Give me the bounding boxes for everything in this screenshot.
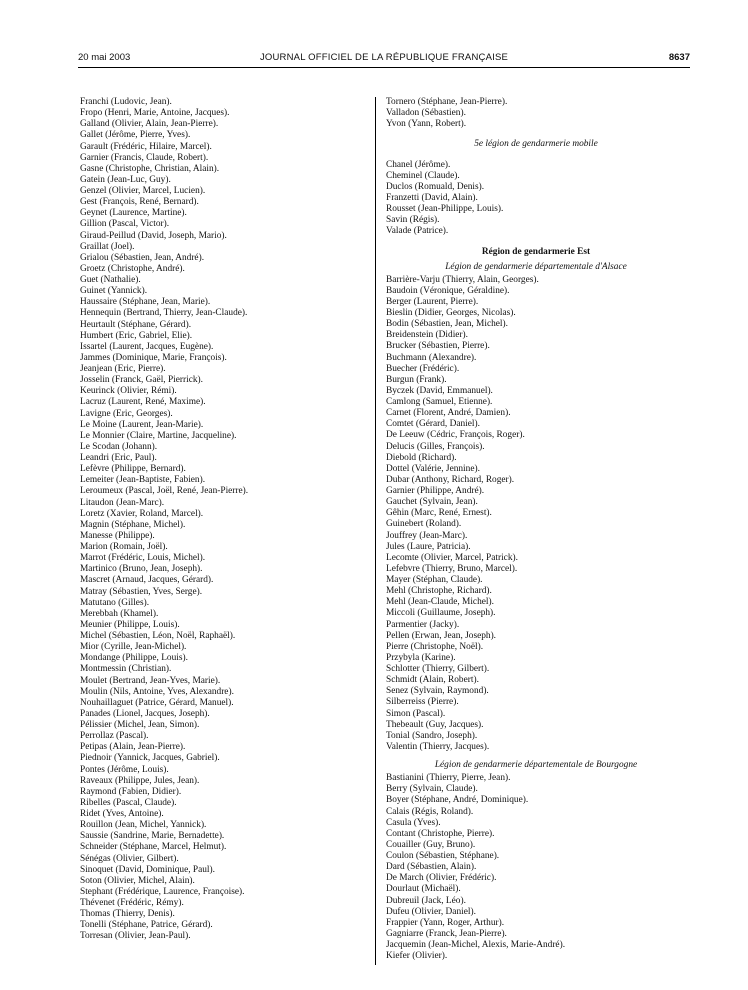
list-item: Hennequin (Bertrand, Thierry, Jean-Claude). xyxy=(80,308,248,319)
list-item: Heurtault (Stéphane, Gérard). xyxy=(80,319,192,330)
list-item: Rouillon (Jean, Michel, Yannick). xyxy=(80,820,207,831)
list-item: Coulon (Sébastien, Stéphane). xyxy=(386,851,500,861)
list-item: Genzel (Olivier, Marcel, Lucien). xyxy=(80,186,206,196)
alsace-list xyxy=(386,275,686,753)
list-item: Loretz (Xavier, Roland, Marcel). xyxy=(80,508,204,519)
mobile-legion-list xyxy=(386,160,686,238)
list-item: Geynet (Laurence, Martine). xyxy=(80,208,187,219)
list-item: Dourlaut (Michaël). xyxy=(386,884,461,895)
list-item: Franzetti (David, Alain). xyxy=(386,192,478,203)
list-item: Matray (Sébastien, Yves, Serge). xyxy=(80,586,203,597)
list-item: Mondange (Philippe, Louis). xyxy=(80,653,188,664)
list-item: Mayer (Stéphan, Claude). xyxy=(386,575,483,585)
page-header xyxy=(78,52,690,66)
list-item: Leroumeux (Pascal, Joël, René, Jean-Pierre). xyxy=(80,486,249,497)
list-item: Contant (Christophe, Pierre). xyxy=(386,828,495,839)
alsace-heading: Légion de gendarmerie départementale d'Alsace xyxy=(445,261,627,272)
list-item: Thomas (Thierry, Denis). xyxy=(80,909,175,920)
list-item: Duclos (Romuald, Denis). xyxy=(386,181,485,192)
list-item: Baudoin (Véronique, Géraldine). xyxy=(386,285,510,296)
list-item: Jeanjean (Eric, Pierre). xyxy=(80,364,166,374)
list-item: Gauchet (Sylvain, Jean). xyxy=(386,497,478,508)
list-item: Kiefer (Olivier). xyxy=(386,951,448,962)
list-item: Gallet (Jérôme, Pierre, Yves). xyxy=(80,130,191,141)
list-item: Bieslin (Didier, Georges, Nicolas). xyxy=(386,308,516,318)
list-item: Gêhin (Marc, René, Ernest). xyxy=(386,508,492,519)
list-item: Gasne (Christophe, Christian, Alain). xyxy=(80,163,220,174)
region-heading: Région de gendarmerie Est xyxy=(481,247,591,258)
list-item: Guet (Nathalie). xyxy=(80,275,141,285)
list-item: Raveaux (Philippe, Jules, Jean). xyxy=(80,775,200,786)
list-item: Humbert (Eric, Gabriel, Elie). xyxy=(80,330,193,341)
list-item: Diebold (Richard). xyxy=(386,452,457,463)
bourgogne-heading: Légion de gendarmerie départementale de Bourgogne xyxy=(434,760,638,770)
list-item: Parmentier (Jacky). xyxy=(386,619,460,630)
list-item: Gillion (Pascal, Victor). xyxy=(80,219,170,230)
list-item: Torresan (Olivier, Jean-Paul). xyxy=(80,931,191,942)
list-item: Tornero (Stéphane, Jean-Pierre). xyxy=(386,97,508,107)
list-item: Montmessin (Christian). xyxy=(80,664,172,675)
list-item: Mascret (Arnaud, Jacques, Gérard). xyxy=(80,575,214,586)
right-top-list xyxy=(386,97,686,130)
list-item: Dottel (Valérie, Jennine). xyxy=(386,463,480,474)
list-item: Mior (Cyrille, Jean-Michel). xyxy=(80,642,187,653)
list-item: Burgun (Frank). xyxy=(386,374,447,385)
list-item: Miccoli (Guillaume, Joseph). xyxy=(386,608,496,619)
list-item: Graillat (Joel). xyxy=(80,241,135,252)
list-item: Casula (Yves). xyxy=(386,817,441,828)
list-item: Dubreuil (Jack, Léo). xyxy=(386,895,466,906)
list-item: Mehl (Christophe, Richard). xyxy=(386,586,492,597)
list-item: Panades (Lionel, Jacques, Joseph). xyxy=(80,708,210,719)
list-item: Tonial (Sandro, Joseph). xyxy=(386,730,478,741)
list-item: Keurinck (Olivier, Rémi). xyxy=(80,386,177,397)
list-item: Grialou (Sébastien, Jean, André). xyxy=(80,252,205,263)
list-item: Giraud-Peillud (David, Joseph, Mario). xyxy=(80,230,227,241)
left-column xyxy=(80,97,370,943)
list-item: Manesse (Philippe). xyxy=(80,530,155,541)
list-item: Michel (Sébastien, Léon, Noël, Raphaël). xyxy=(80,631,236,641)
list-item: Buecher (Frédéric). xyxy=(386,363,460,374)
list-item: Frappier (Yann, Roger, Arthur). xyxy=(386,917,505,928)
list-item: Schlotter (Thierry, Gilbert). xyxy=(386,664,490,674)
list-item: Byczek (David, Emmanuel). xyxy=(386,385,493,396)
list-item: Nouhaillaguet (Patrice, Gérard, Manuel). xyxy=(80,697,234,708)
list-item: De March (Olivier, Frédéric). xyxy=(386,873,497,884)
right-column xyxy=(386,97,686,962)
list-item: Jouffrey (Jean-Marc). xyxy=(386,530,468,541)
list-item: Simon (Pascal). xyxy=(386,708,446,719)
list-item: Fropo (Henri, Marie, Antoine, Jacques). xyxy=(80,108,230,119)
list-item: Lavigne (Eric, Georges). xyxy=(80,408,173,419)
list-item: Carnet (Florent, André, Damien). xyxy=(386,408,511,419)
list-item: Sénégas (Olivier, Gilbert). xyxy=(80,853,179,864)
list-item: Boyer (Stéphane, André, Dominique). xyxy=(386,795,529,806)
list-item: Haussaire (Stéphane, Jean, Marie). xyxy=(80,297,211,308)
list-item: Groetz (Christophe, André). xyxy=(80,263,185,274)
list-item: Guinebert (Roland). xyxy=(386,519,462,530)
list-item: Savin (Régis). xyxy=(386,215,440,226)
list-item: Lecomte (Olivier, Marcel, Patrick). xyxy=(386,552,518,563)
list-item: Merebbah (Khamel). xyxy=(80,608,159,619)
list-item: Berry (Sylvain, Claude). xyxy=(386,784,478,795)
list-item: Valentin (Thierry, Jacques). xyxy=(386,741,490,752)
list-item: Couailler (Guy, Bruno). xyxy=(386,839,476,850)
list-item: Schneider (Stéphane, Marcel, Helmut). xyxy=(80,842,227,853)
list-item: Tonelli (Stéphane, Patrice, Gérard). xyxy=(80,920,213,931)
list-item: Jammes (Dominique, Marie, François). xyxy=(80,352,227,363)
mobile-legion-heading: 5e légion de gendarmerie mobile xyxy=(474,139,598,150)
list-item: Litaudon (Jean-Marc). xyxy=(80,497,165,508)
list-item: Le Monnier (Claire, Martine, Jacqueline). xyxy=(80,430,237,441)
list-item: Dard (Sébastien, Alain). xyxy=(386,862,477,873)
list-item: Josselin (Franck, Gaël, Pierrick). xyxy=(80,375,203,386)
list-item: Jacquemin (Jean-Michel, Alexis, Marie-André). xyxy=(386,940,566,950)
header-date: 20 mai 2003 xyxy=(78,52,131,63)
list-item: Buchmann (Alexandre). xyxy=(386,352,477,363)
list-item: Gagniarre (Franck, Jean-Pierre). xyxy=(386,928,507,939)
list-item: Galland (Olivier, Alain, Jean-Pierre). xyxy=(80,119,219,130)
list-item: Magnin (Stéphane, Michel). xyxy=(80,519,186,530)
list-item: Pellen (Erwan, Jean, Joseph). xyxy=(386,630,497,641)
list-item: Leandri (Eric, Paul). xyxy=(80,453,157,463)
list-item: Comtet (Gérard, Daniel). xyxy=(386,419,480,430)
list-item: Barrière-Varju (Thierry, Alain, Georges). xyxy=(386,274,539,285)
list-item: Valladon (Sébastien). xyxy=(386,108,466,119)
list-item: Senez (Sylvain, Raymond). xyxy=(386,686,489,697)
list-item: Mehl (Jean-Claude, Michel). xyxy=(386,597,494,608)
list-item: Meunier (Philippe, Louis). xyxy=(80,619,180,630)
list-item: Raymond (Fabien, Didier). xyxy=(80,786,182,797)
list-item: Petipas (Alain, Jean-Pierre). xyxy=(80,742,186,753)
bourgogne-list xyxy=(386,773,686,962)
list-item: Brucker (Sébastien, Pierre). xyxy=(386,341,490,352)
list-item: Marrot (Frédéric, Louis, Michel). xyxy=(80,553,206,564)
list-item: Moulet (Bertrand, Jean-Yves, Marie). xyxy=(80,675,221,686)
list-item: Sinoquet (David, Dominique, Paul). xyxy=(80,864,215,875)
list-item: Saussie (Sandrine, Marie, Bernadette). xyxy=(80,831,225,842)
list-item: Dufeu (Olivier, Daniel). xyxy=(386,906,476,917)
list-item: Breidenstein (Didier). xyxy=(386,330,468,341)
list-item: Bastianini (Thierry, Pierre, Jean). xyxy=(386,773,511,784)
list-item: Cheminel (Claude). xyxy=(386,170,460,181)
list-item: Pélissier (Michel, Jean, Simon). xyxy=(80,720,200,730)
list-item: Silberreiss (Pierre). xyxy=(386,697,459,708)
list-item: Stephant (Frédérique, Laurence, Françoise). xyxy=(80,886,245,897)
list-item: Soton (Olivier, Michel, Alain). xyxy=(80,875,195,886)
list-item: Pontes (Jérôme, Louis). xyxy=(80,764,169,775)
list-item: Rousset (Jean-Philippe, Louis). xyxy=(386,204,504,214)
list-item: Jules (Laure, Patricia). xyxy=(386,541,471,552)
list-item: Gest (François, René, Bernard). xyxy=(80,197,199,208)
list-item: Garault (Frédéric, Hilaire, Marcel). xyxy=(80,141,212,152)
list-item: Franchi (Ludovic, Jean). xyxy=(80,97,172,107)
list-item: Guinet (Yannick). xyxy=(80,286,148,297)
list-item: Bodin (Sébastien, Jean, Michel). xyxy=(386,319,508,330)
list-item: Lefebvre (Thierry, Bruno, Marcel). xyxy=(386,563,518,574)
list-item: Perrollaz (Pascal). xyxy=(80,731,149,742)
list-item: Issartel (Laurent, Jacques, Eugène). xyxy=(80,341,214,352)
list-item: Garnier (Philippe, André). xyxy=(386,486,485,496)
list-item: Lacruz (Laurent, René, Maxime). xyxy=(80,397,206,408)
list-item: Ridet (Yves, Antoine). xyxy=(80,809,164,819)
list-item: Przybyla (Karine). xyxy=(386,652,456,663)
column-divider xyxy=(375,97,376,965)
list-item: Dubar (Anthony, Richard, Roger). xyxy=(386,474,515,485)
list-item: Marion (Romain, Joël). xyxy=(80,542,168,552)
list-item: Lefèvre (Philippe, Bernard). xyxy=(80,464,186,475)
list-item: Gatein (Jean-Luc, Guy). xyxy=(80,174,171,185)
list-item: Yvon (Yann, Robert). xyxy=(386,119,467,130)
list-item: Thévenet (Frédéric, Rémy). xyxy=(80,898,184,908)
list-item: Berger (Laurent, Pierre). xyxy=(386,296,479,307)
list-item: Le Moine (Laurent, Jean-Marie). xyxy=(80,419,204,430)
list-item: De Leeuw (Cédric, François, Roger). xyxy=(386,430,525,441)
list-item: Lemeiter (Jean-Baptiste, Fabien). xyxy=(80,475,206,486)
list-item: Schmidt (Alain, Robert). xyxy=(386,675,479,686)
list-item: Delucis (Gilles, François). xyxy=(386,441,485,452)
list-item: Martinico (Bruno, Jean, Joseph). xyxy=(80,564,203,575)
list-item: Le Scodan (Johann). xyxy=(80,441,158,452)
list-item: Thebeault (Guy, Jacques). xyxy=(386,719,484,730)
list-item: Piednoir (Yannick, Jacques, Gabriel). xyxy=(80,753,220,764)
list-item: Camlong (Samuel, Etienne). xyxy=(386,397,493,407)
header-page-number: 8637 xyxy=(668,52,690,63)
list-item: Ribelles (Pascal, Claude). xyxy=(80,797,177,808)
list-item: Chanel (Jérôme). xyxy=(386,159,451,170)
list-item: Moulin (Nils, Antoine, Yves, Alexandre). xyxy=(80,686,234,697)
list-item: Garnier (Francis, Claude, Robert). xyxy=(80,152,209,163)
header-title: JOURNAL OFFICIEL DE LA RÉPUBLIQUE FRANÇAISE xyxy=(259,52,509,63)
list-item: Valade (Patrice). xyxy=(386,226,449,237)
list-item: Calais (Régis, Roland). xyxy=(386,806,474,817)
header-rule xyxy=(78,67,690,68)
list-item: Matutano (Gilles). xyxy=(80,597,150,608)
list-item: Pierre (Christophe, Noël). xyxy=(386,641,484,652)
